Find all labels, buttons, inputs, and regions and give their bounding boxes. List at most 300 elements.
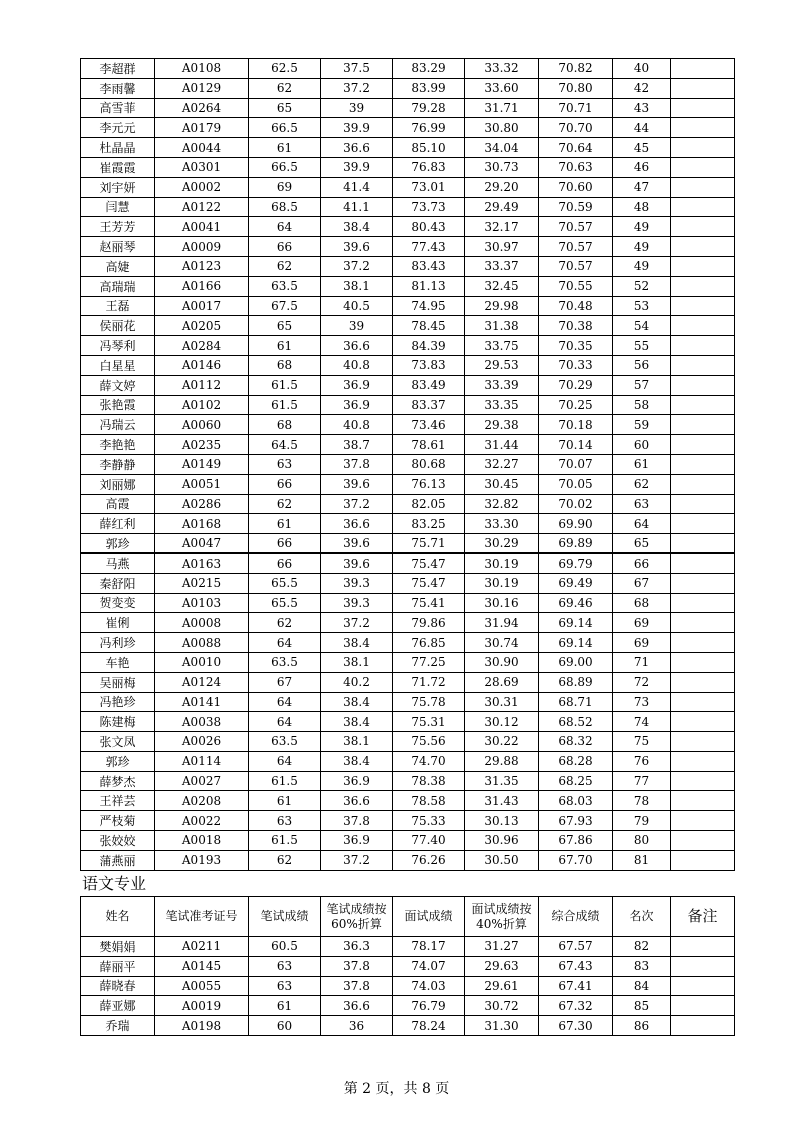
cell-written-60: 39.6 xyxy=(321,553,393,573)
cell-interview-40: 31.94 xyxy=(465,613,539,633)
cell-written-60: 36.3 xyxy=(321,937,393,957)
cell-exam-id: A0284 xyxy=(155,336,249,356)
cell-remark xyxy=(671,59,735,79)
cell-written-60: 36.9 xyxy=(321,831,393,851)
table-row xyxy=(81,157,735,177)
cell-interview-40: 29.61 xyxy=(465,976,539,996)
cell-remark xyxy=(671,237,735,257)
cell-interview-score: 75.33 xyxy=(393,811,465,831)
cell-total-score: 70.14 xyxy=(539,435,613,455)
cell-written-score: 67.5 xyxy=(249,296,321,316)
cell-interview-40: 30.19 xyxy=(465,573,539,593)
cell-total-score: 67.30 xyxy=(539,1016,613,1036)
cell-rank: 47 xyxy=(613,177,671,197)
cell-remark xyxy=(671,553,735,573)
cell-exam-id: A0168 xyxy=(155,514,249,534)
cell-exam-id: A0017 xyxy=(155,296,249,316)
cell-rank: 59 xyxy=(613,415,671,435)
section-title: 语文专业 xyxy=(82,874,147,893)
cell-name: 杜晶晶 xyxy=(81,138,155,158)
cell-written-score: 64 xyxy=(249,633,321,653)
cell-written-score: 61.5 xyxy=(249,771,321,791)
cell-exam-id: A0018 xyxy=(155,831,249,851)
cell-name: 薛梦杰 xyxy=(81,771,155,791)
cell-exam-id: A0008 xyxy=(155,613,249,633)
table-row xyxy=(81,435,735,455)
cell-name: 刘宇妍 xyxy=(81,177,155,197)
cell-name: 高雪菲 xyxy=(81,98,155,118)
cell-exam-id: A0211 xyxy=(155,937,249,957)
cell-written-score: 65.5 xyxy=(249,573,321,593)
cell-remark xyxy=(671,336,735,356)
cell-exam-id: A0205 xyxy=(155,316,249,336)
cell-written-score: 63 xyxy=(249,454,321,474)
cell-total-score: 70.35 xyxy=(539,336,613,356)
cell-interview-score: 75.78 xyxy=(393,692,465,712)
table-row xyxy=(81,237,735,257)
cell-rank: 71 xyxy=(613,652,671,672)
cell-rank: 48 xyxy=(613,197,671,217)
cell-rank: 83 xyxy=(613,956,671,976)
cell-written-score: 67 xyxy=(249,672,321,692)
cell-interview-40: 31.38 xyxy=(465,316,539,336)
cell-total-score: 68.71 xyxy=(539,692,613,712)
cell-remark xyxy=(671,956,735,976)
cell-interview-score: 78.45 xyxy=(393,316,465,336)
cell-name: 郭珍 xyxy=(81,534,155,554)
header-interview-score: 面试成绩 xyxy=(393,897,465,937)
cell-written-60: 39.6 xyxy=(321,534,393,554)
table-row xyxy=(81,672,735,692)
cell-written-score: 60.5 xyxy=(249,937,321,957)
cell-written-score: 65 xyxy=(249,98,321,118)
cell-interview-40: 33.39 xyxy=(465,375,539,395)
cell-rank: 44 xyxy=(613,118,671,138)
cell-rank: 46 xyxy=(613,157,671,177)
cell-exam-id: A0124 xyxy=(155,672,249,692)
cell-rank: 55 xyxy=(613,336,671,356)
cell-interview-score: 80.43 xyxy=(393,217,465,237)
cell-written-60: 37.2 xyxy=(321,613,393,633)
cell-exam-id: A0102 xyxy=(155,395,249,415)
cell-exam-id: A0044 xyxy=(155,138,249,158)
cell-interview-40: 30.45 xyxy=(465,474,539,494)
cell-written-60: 38.4 xyxy=(321,751,393,771)
cell-written-score: 66 xyxy=(249,474,321,494)
cell-interview-score: 83.43 xyxy=(393,256,465,276)
cell-rank: 43 xyxy=(613,98,671,118)
cell-written-60: 39 xyxy=(321,98,393,118)
cell-written-score: 62 xyxy=(249,494,321,514)
cell-rank: 57 xyxy=(613,375,671,395)
table-row xyxy=(81,791,735,811)
cell-written-60: 36.6 xyxy=(321,138,393,158)
cell-name: 白星星 xyxy=(81,355,155,375)
cell-written-score: 68.5 xyxy=(249,197,321,217)
cell-total-score: 70.80 xyxy=(539,78,613,98)
table-row xyxy=(81,177,735,197)
cell-interview-40: 30.74 xyxy=(465,633,539,653)
table-row xyxy=(81,573,735,593)
cell-written-60: 38.1 xyxy=(321,276,393,296)
cell-remark xyxy=(671,1016,735,1036)
cell-written-60: 39.3 xyxy=(321,593,393,613)
cell-exam-id: A0088 xyxy=(155,633,249,653)
cell-written-60: 40.8 xyxy=(321,415,393,435)
cell-written-60: 39 xyxy=(321,316,393,336)
cell-interview-score: 79.86 xyxy=(393,613,465,633)
table-row xyxy=(81,751,735,771)
cell-interview-40: 30.29 xyxy=(465,534,539,554)
cell-written-score: 61.5 xyxy=(249,831,321,851)
cell-total-score: 69.79 xyxy=(539,553,613,573)
table-row xyxy=(81,494,735,514)
cell-exam-id: A0022 xyxy=(155,811,249,831)
cell-total-score: 68.25 xyxy=(539,771,613,791)
cell-written-60: 39.6 xyxy=(321,237,393,257)
cell-remark xyxy=(671,98,735,118)
cell-exam-id: A0208 xyxy=(155,791,249,811)
cell-interview-score: 77.43 xyxy=(393,237,465,257)
cell-interview-40: 30.13 xyxy=(465,811,539,831)
cell-name: 闫慧 xyxy=(81,197,155,217)
cell-name: 李雨馨 xyxy=(81,78,155,98)
table-row xyxy=(81,633,735,653)
table-row xyxy=(81,118,735,138)
cell-written-60: 39.9 xyxy=(321,118,393,138)
cell-rank: 54 xyxy=(613,316,671,336)
cell-written-60: 38.4 xyxy=(321,712,393,732)
cell-written-60: 36.9 xyxy=(321,771,393,791)
cell-total-score: 70.05 xyxy=(539,474,613,494)
cell-rank: 40 xyxy=(613,59,671,79)
cell-written-60: 39.3 xyxy=(321,573,393,593)
cell-total-score: 69.00 xyxy=(539,652,613,672)
cell-remark xyxy=(671,415,735,435)
cell-written-score: 61 xyxy=(249,996,321,1016)
cell-name: 车艳 xyxy=(81,652,155,672)
cell-exam-id: A0027 xyxy=(155,771,249,791)
cell-remark xyxy=(671,454,735,474)
cell-name: 张艳霞 xyxy=(81,395,155,415)
cell-total-score: 67.57 xyxy=(539,937,613,957)
table-row xyxy=(81,355,735,375)
cell-rank: 84 xyxy=(613,976,671,996)
table-row xyxy=(81,514,735,534)
cell-rank: 72 xyxy=(613,672,671,692)
cell-total-score: 67.32 xyxy=(539,996,613,1016)
cell-interview-40: 33.75 xyxy=(465,336,539,356)
cell-written-60: 38.4 xyxy=(321,217,393,237)
cell-interview-score: 81.13 xyxy=(393,276,465,296)
table-row xyxy=(81,811,735,831)
table-row xyxy=(81,593,735,613)
cell-written-score: 66 xyxy=(249,237,321,257)
cell-total-score: 70.70 xyxy=(539,118,613,138)
cell-written-60: 36.6 xyxy=(321,996,393,1016)
cell-remark xyxy=(671,138,735,158)
cell-interview-40: 32.17 xyxy=(465,217,539,237)
cell-remark xyxy=(671,494,735,514)
cell-remark xyxy=(671,78,735,98)
cell-interview-40: 33.35 xyxy=(465,395,539,415)
cell-written-score: 61.5 xyxy=(249,395,321,415)
cell-interview-score: 76.79 xyxy=(393,996,465,1016)
cell-interview-40: 32.82 xyxy=(465,494,539,514)
cell-exam-id: A0264 xyxy=(155,98,249,118)
table-row xyxy=(81,336,735,356)
cell-exam-id: A0215 xyxy=(155,573,249,593)
cell-remark xyxy=(671,791,735,811)
cell-exam-id: A0166 xyxy=(155,276,249,296)
cell-name: 张姣姣 xyxy=(81,831,155,851)
cell-written-60: 37.8 xyxy=(321,811,393,831)
cell-exam-id: A0193 xyxy=(155,850,249,870)
cell-exam-id: A0286 xyxy=(155,494,249,514)
cell-interview-score: 74.03 xyxy=(393,976,465,996)
cell-remark xyxy=(671,996,735,1016)
cell-written-60: 37.2 xyxy=(321,494,393,514)
cell-rank: 82 xyxy=(613,937,671,957)
table-row xyxy=(81,613,735,633)
cell-interview-40: 30.73 xyxy=(465,157,539,177)
cell-interview-score: 83.99 xyxy=(393,78,465,98)
cell-exam-id: A0009 xyxy=(155,237,249,257)
cell-total-score: 69.14 xyxy=(539,613,613,633)
cell-name: 高霞 xyxy=(81,494,155,514)
cell-rank: 69 xyxy=(613,633,671,653)
cell-total-score: 68.03 xyxy=(539,791,613,811)
cell-interview-score: 79.28 xyxy=(393,98,465,118)
cell-total-score: 69.49 xyxy=(539,573,613,593)
cell-rank: 76 xyxy=(613,751,671,771)
cell-total-score: 67.70 xyxy=(539,850,613,870)
cell-rank: 56 xyxy=(613,355,671,375)
table-row xyxy=(81,1016,735,1036)
cell-total-score: 68.52 xyxy=(539,712,613,732)
cell-total-score: 70.07 xyxy=(539,454,613,474)
cell-written-60: 39.6 xyxy=(321,474,393,494)
cell-rank: 75 xyxy=(613,732,671,752)
table-row xyxy=(81,534,735,554)
cell-interview-40: 33.37 xyxy=(465,256,539,276)
cell-remark xyxy=(671,732,735,752)
table-row xyxy=(81,956,735,976)
table-row xyxy=(81,316,735,336)
cell-remark xyxy=(671,474,735,494)
cell-remark xyxy=(671,197,735,217)
cell-remark xyxy=(671,177,735,197)
cell-exam-id: A0055 xyxy=(155,976,249,996)
table-row xyxy=(81,474,735,494)
cell-rank: 69 xyxy=(613,613,671,633)
cell-interview-40: 30.50 xyxy=(465,850,539,870)
cell-written-score: 63.5 xyxy=(249,276,321,296)
cell-written-60: 40.5 xyxy=(321,296,393,316)
cell-name: 李超群 xyxy=(81,59,155,79)
table-row xyxy=(81,276,735,296)
table-row xyxy=(81,454,735,474)
cell-rank: 58 xyxy=(613,395,671,415)
cell-remark xyxy=(671,976,735,996)
cell-name: 郭珍 xyxy=(81,751,155,771)
cell-total-score: 70.29 xyxy=(539,375,613,395)
cell-exam-id: A0301 xyxy=(155,157,249,177)
cell-name: 蒲燕丽 xyxy=(81,850,155,870)
cell-remark xyxy=(671,435,735,455)
cell-written-score: 68 xyxy=(249,355,321,375)
cell-exam-id: A0010 xyxy=(155,652,249,672)
cell-rank: 80 xyxy=(613,831,671,851)
cell-rank: 45 xyxy=(613,138,671,158)
table-row xyxy=(81,296,735,316)
cell-rank: 67 xyxy=(613,573,671,593)
cell-exam-id: A0103 xyxy=(155,593,249,613)
header-written-score: 笔试成绩 xyxy=(249,897,321,937)
cell-name: 秦舒阳 xyxy=(81,573,155,593)
header-written-60: 笔试成绩按60%折算 xyxy=(321,897,393,937)
cell-rank: 42 xyxy=(613,78,671,98)
cell-remark xyxy=(671,573,735,593)
cell-interview-40: 29.88 xyxy=(465,751,539,771)
cell-remark xyxy=(671,355,735,375)
cell-written-60: 39.9 xyxy=(321,157,393,177)
cell-interview-score: 83.25 xyxy=(393,514,465,534)
cell-total-score: 70.59 xyxy=(539,197,613,217)
cell-written-score: 64 xyxy=(249,712,321,732)
cell-interview-score: 78.61 xyxy=(393,435,465,455)
table-row xyxy=(81,553,735,573)
cell-name: 王芳芳 xyxy=(81,217,155,237)
cell-rank: 81 xyxy=(613,850,671,870)
cell-name: 高瑞瑞 xyxy=(81,276,155,296)
table-row xyxy=(81,937,735,957)
cell-interview-score: 74.70 xyxy=(393,751,465,771)
cell-total-score: 68.28 xyxy=(539,751,613,771)
cell-name: 冯利珍 xyxy=(81,633,155,653)
cell-total-score: 70.71 xyxy=(539,98,613,118)
cell-exam-id: A0041 xyxy=(155,217,249,237)
cell-interview-score: 73.46 xyxy=(393,415,465,435)
cell-written-60: 40.8 xyxy=(321,355,393,375)
cell-rank: 63 xyxy=(613,494,671,514)
cell-written-60: 41.4 xyxy=(321,177,393,197)
header-remark: 备注 xyxy=(671,897,735,937)
cell-exam-id: A0060 xyxy=(155,415,249,435)
cell-interview-score: 80.68 xyxy=(393,454,465,474)
cell-rank: 85 xyxy=(613,996,671,1016)
cell-written-score: 66 xyxy=(249,553,321,573)
cell-interview-score: 75.31 xyxy=(393,712,465,732)
cell-exam-id: A0038 xyxy=(155,712,249,732)
cell-name: 高婕 xyxy=(81,256,155,276)
table-row xyxy=(81,692,735,712)
cell-written-60: 37.5 xyxy=(321,59,393,79)
cell-total-score: 70.18 xyxy=(539,415,613,435)
cell-written-score: 69 xyxy=(249,177,321,197)
cell-written-score: 65 xyxy=(249,316,321,336)
cell-exam-id: A0026 xyxy=(155,732,249,752)
cell-name: 吴丽梅 xyxy=(81,672,155,692)
cell-written-score: 61 xyxy=(249,138,321,158)
cell-name: 马燕 xyxy=(81,553,155,573)
cell-interview-40: 29.49 xyxy=(465,197,539,217)
cell-exam-id: A0149 xyxy=(155,454,249,474)
cell-written-score: 64.5 xyxy=(249,435,321,455)
cell-total-score: 70.57 xyxy=(539,256,613,276)
cell-interview-score: 83.49 xyxy=(393,375,465,395)
cell-name: 侯丽花 xyxy=(81,316,155,336)
cell-written-score: 63 xyxy=(249,956,321,976)
cell-exam-id: A0114 xyxy=(155,751,249,771)
cell-interview-score: 77.25 xyxy=(393,652,465,672)
cell-interview-score: 85.10 xyxy=(393,138,465,158)
table-row xyxy=(81,197,735,217)
cell-rank: 62 xyxy=(613,474,671,494)
cell-name: 陈建梅 xyxy=(81,712,155,732)
cell-written-60: 38.7 xyxy=(321,435,393,455)
header-total-score: 综合成绩 xyxy=(539,897,613,937)
cell-rank: 52 xyxy=(613,276,671,296)
cell-interview-score: 74.95 xyxy=(393,296,465,316)
cell-interview-score: 78.38 xyxy=(393,771,465,791)
cell-total-score: 67.43 xyxy=(539,956,613,976)
cell-interview-40: 30.12 xyxy=(465,712,539,732)
cell-written-60: 38.4 xyxy=(321,633,393,653)
cell-remark xyxy=(671,771,735,791)
cell-remark xyxy=(671,534,735,554)
cell-written-60: 37.2 xyxy=(321,256,393,276)
table-header-row xyxy=(81,897,735,937)
cell-remark xyxy=(671,217,735,237)
cell-interview-score: 76.85 xyxy=(393,633,465,653)
cell-name: 薛丽平 xyxy=(81,956,155,976)
cell-total-score: 67.41 xyxy=(539,976,613,996)
cell-total-score: 70.57 xyxy=(539,237,613,257)
cell-interview-40: 30.31 xyxy=(465,692,539,712)
table-row xyxy=(81,256,735,276)
table-row xyxy=(81,138,735,158)
cell-rank: 79 xyxy=(613,811,671,831)
cell-name: 冯琴利 xyxy=(81,336,155,356)
cell-remark xyxy=(671,712,735,732)
cell-written-score: 66.5 xyxy=(249,157,321,177)
cell-remark xyxy=(671,593,735,613)
cell-name: 乔瑞 xyxy=(81,1016,155,1036)
cell-name: 严枝菊 xyxy=(81,811,155,831)
cell-written-60: 37.2 xyxy=(321,850,393,870)
cell-name: 崔霞霞 xyxy=(81,157,155,177)
cell-written-score: 64 xyxy=(249,692,321,712)
cell-total-score: 67.93 xyxy=(539,811,613,831)
cell-written-60: 36.9 xyxy=(321,375,393,395)
cell-total-score: 69.90 xyxy=(539,514,613,534)
cell-remark xyxy=(671,672,735,692)
cell-written-60: 40.2 xyxy=(321,672,393,692)
cell-interview-score: 74.07 xyxy=(393,956,465,976)
table-row xyxy=(81,652,735,672)
cell-exam-id: A0123 xyxy=(155,256,249,276)
cell-interview-40: 34.04 xyxy=(465,138,539,158)
cell-interview-score: 76.99 xyxy=(393,118,465,138)
cell-total-score: 68.32 xyxy=(539,732,613,752)
cell-total-score: 70.55 xyxy=(539,276,613,296)
cell-remark xyxy=(671,118,735,138)
cell-interview-score: 75.71 xyxy=(393,534,465,554)
table-row xyxy=(81,395,735,415)
cell-interview-40: 31.30 xyxy=(465,1016,539,1036)
cell-interview-40: 31.35 xyxy=(465,771,539,791)
